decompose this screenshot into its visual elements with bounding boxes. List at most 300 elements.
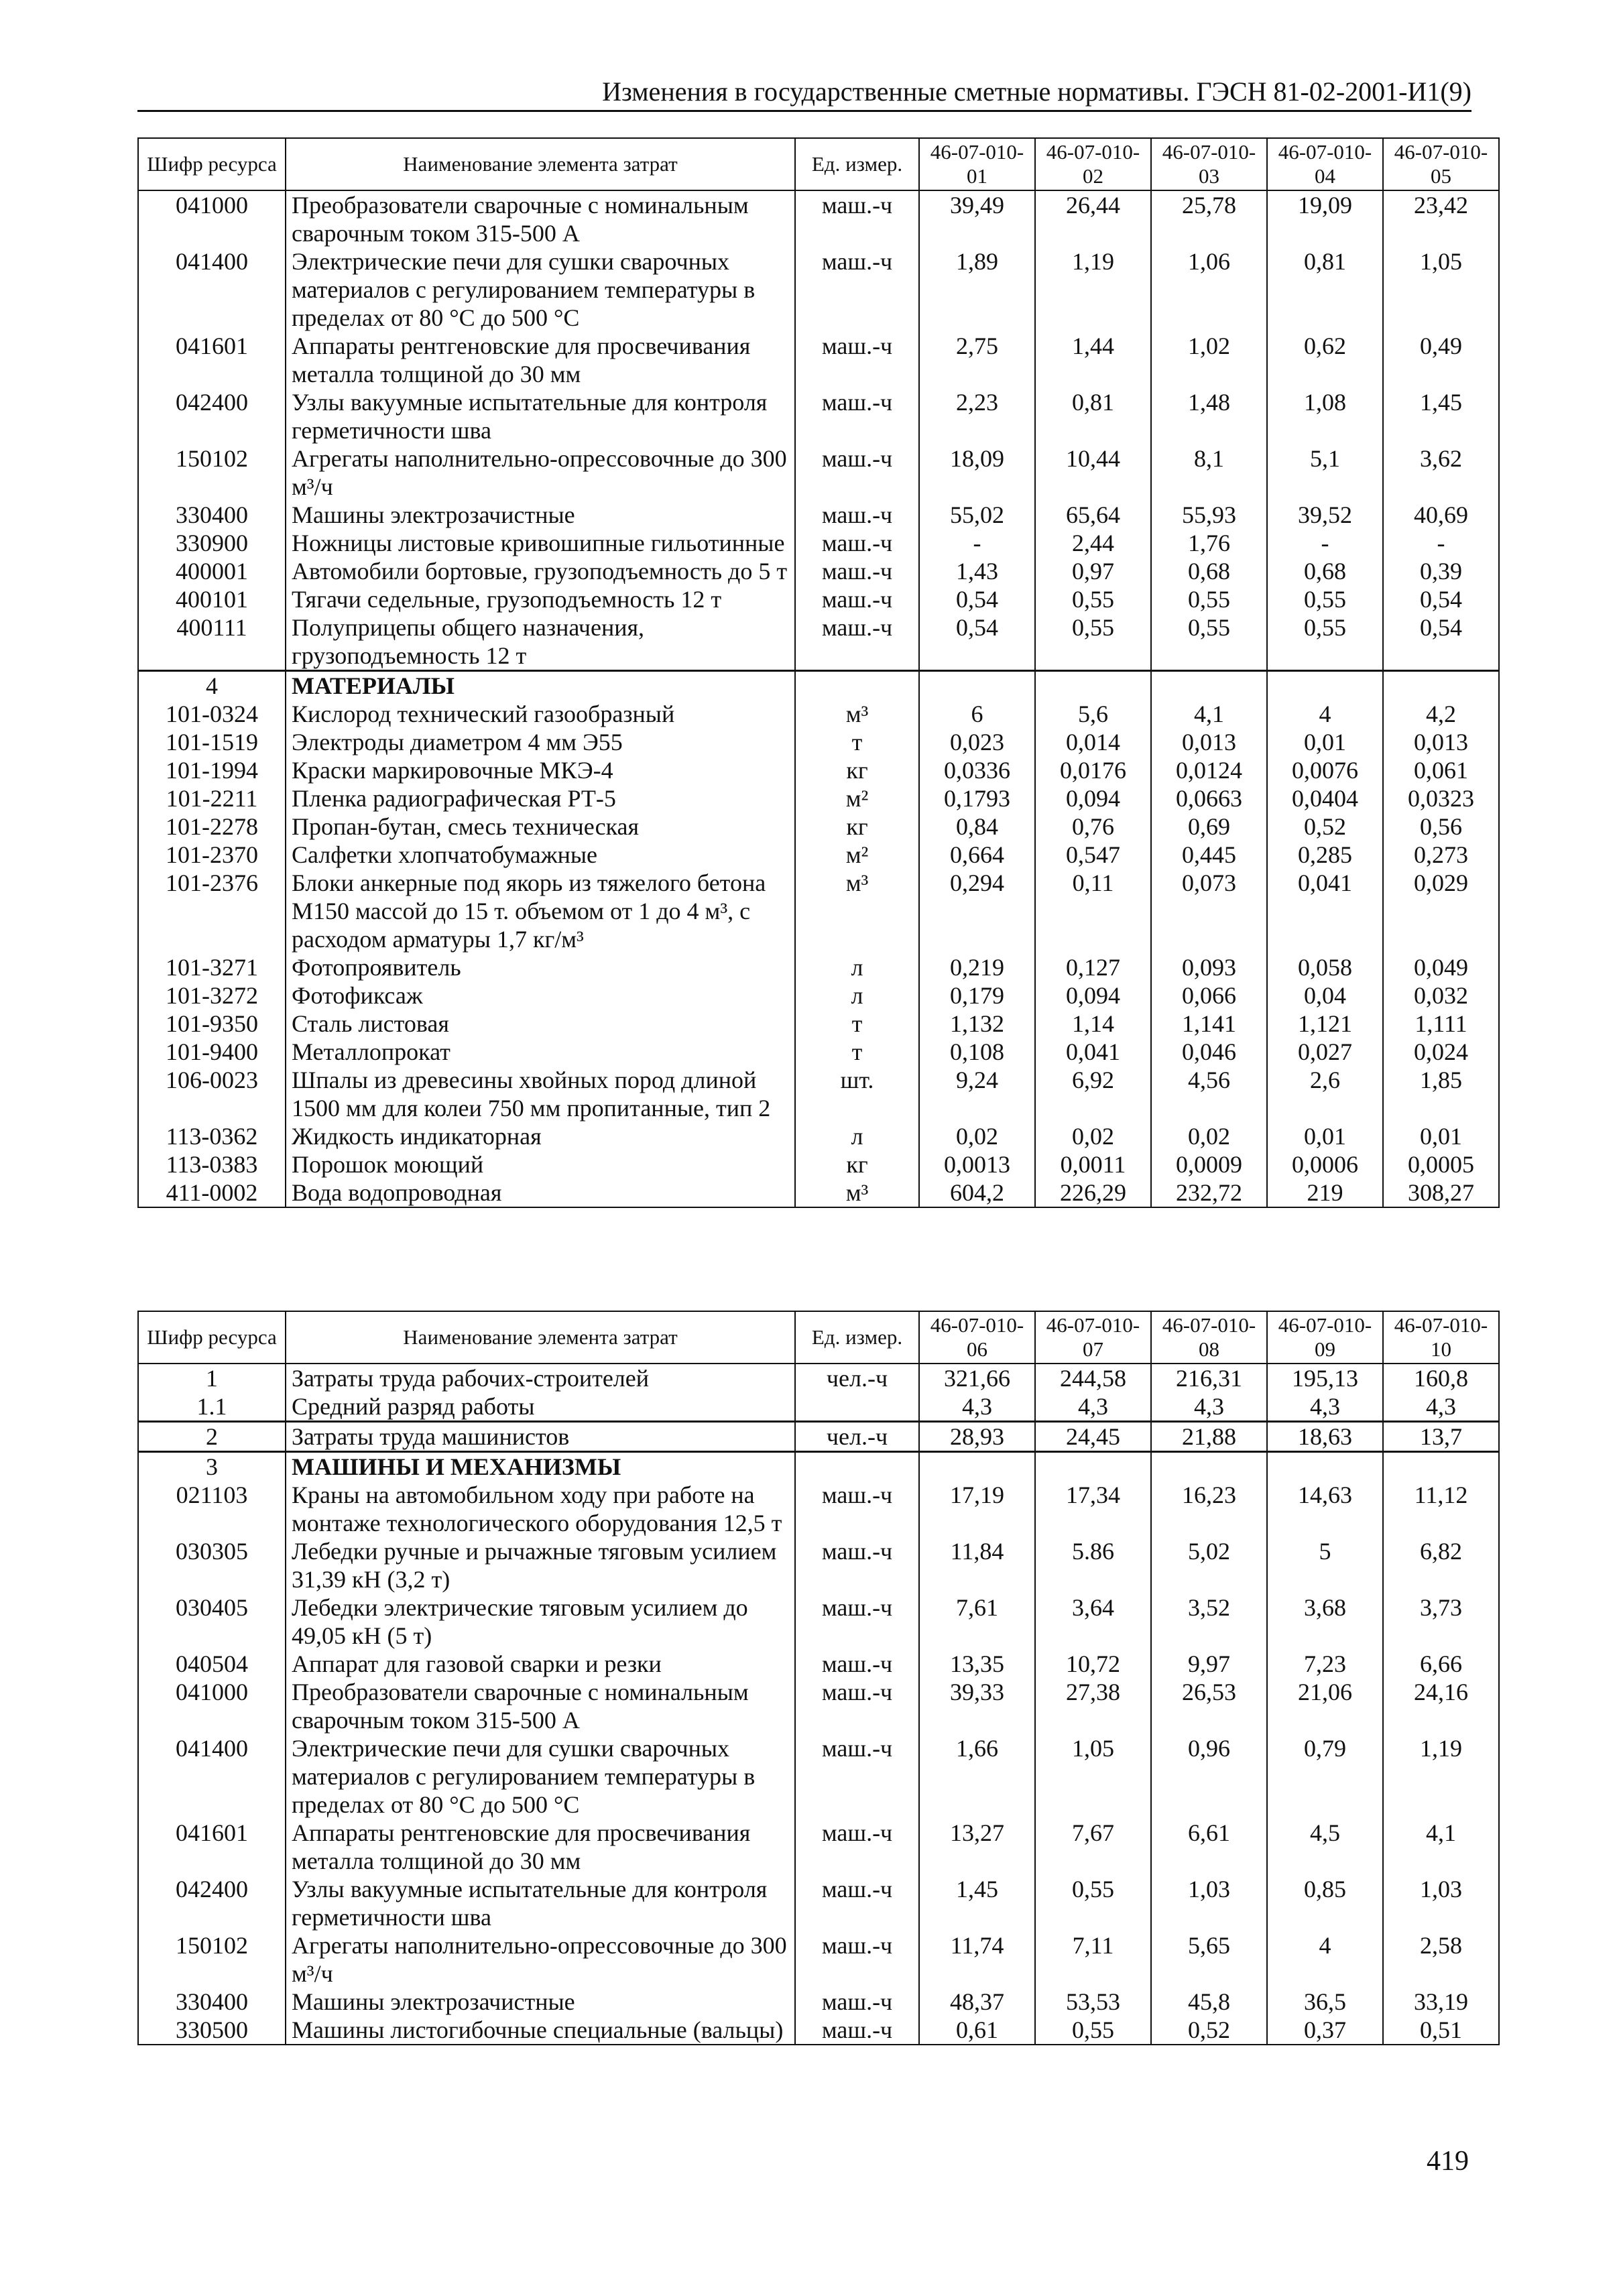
- table-row: [138, 2016, 1499, 2045]
- unit-of-measure: маш.-ч: [795, 1678, 919, 1734]
- resource-code: 101-0324: [138, 700, 286, 728]
- table-row: [138, 1875, 1499, 1931]
- norm-value: 5: [1267, 1537, 1383, 1593]
- norm-value: [1267, 671, 1383, 701]
- norm-value: 17,19: [919, 1481, 1035, 1537]
- table-row: [138, 501, 1499, 529]
- table-row: [138, 1650, 1499, 1678]
- norm-value: 0,68: [1267, 557, 1383, 585]
- norm-value: [1151, 1452, 1267, 1482]
- unit-of-measure: кг: [795, 1150, 919, 1179]
- norm-value: 1,08: [1267, 388, 1383, 444]
- norm-value: 4,3: [1035, 1392, 1151, 1422]
- resource-code: 030405: [138, 1593, 286, 1650]
- col-header: Наименование элемента затрат: [286, 1311, 795, 1364]
- cost-element-name: Аппарат для газовой сварки и резки: [286, 1650, 795, 1678]
- unit-of-measure: л: [795, 981, 919, 1010]
- norm-value: 1,02: [1151, 332, 1267, 388]
- norm-value: 1,141: [1151, 1010, 1267, 1038]
- norm-value: 0,0663: [1151, 784, 1267, 812]
- norm-value: 0,0009: [1151, 1150, 1267, 1179]
- norm-value: 27,38: [1035, 1678, 1151, 1734]
- norm-value: 21,88: [1151, 1422, 1267, 1452]
- norm-value: 0,54: [1383, 585, 1499, 613]
- norm-value: 0,55: [1035, 2016, 1151, 2045]
- unit-of-measure: маш.-ч: [795, 247, 919, 332]
- norm-value: 40,69: [1383, 501, 1499, 529]
- norm-value: 6,66: [1383, 1650, 1499, 1678]
- norm-value: 4,2: [1383, 700, 1499, 728]
- norm-value: 0,55: [1035, 585, 1151, 613]
- norm-value: 7,23: [1267, 1650, 1383, 1678]
- col-header: Шифр ресурса: [138, 138, 286, 190]
- resource-code: 041601: [138, 332, 286, 388]
- cost-element-name: Блоки анкерные под якорь из тяжелого бетона М150 массой до 15 т. объемом от 1 до 4 м³, с расходом арматуры 1,7 кг/м³: [286, 869, 795, 953]
- cost-element-name: Электроды диаметром 4 мм Э55: [286, 728, 795, 756]
- col-header: Ед. измер.: [795, 138, 919, 190]
- resource-code: 101-3272: [138, 981, 286, 1010]
- norm-value: 1,14: [1035, 1010, 1151, 1038]
- norm-value: 39,33: [919, 1678, 1035, 1734]
- norm-value: 160,8: [1383, 1364, 1499, 1392]
- norm-value: 0,52: [1267, 812, 1383, 841]
- unit-of-measure: кг: [795, 756, 919, 784]
- norm-value: 0,84: [919, 812, 1035, 841]
- norm-value: 1,121: [1267, 1010, 1383, 1038]
- norm-value: 0,61: [919, 2016, 1035, 2045]
- table-row: [138, 1988, 1499, 2016]
- norm-value: -: [1267, 529, 1383, 557]
- norm-value: 0,0124: [1151, 756, 1267, 784]
- cost-element-name: МАТЕРИАЛЫ: [286, 671, 795, 701]
- norm-value: 0,041: [1267, 869, 1383, 953]
- table-row: [138, 585, 1499, 613]
- norm-value: 2,44: [1035, 529, 1151, 557]
- norm-value: -: [1383, 529, 1499, 557]
- norm-value: 0,547: [1035, 841, 1151, 869]
- norm-value: 8,1: [1151, 444, 1267, 501]
- norm-value: 55,02: [919, 501, 1035, 529]
- cost-element-name: Аппараты рентгеновские для просвечивания металла толщиной до 30 мм: [286, 1819, 795, 1875]
- norm-value: 0,81: [1267, 247, 1383, 332]
- norm-value: 48,37: [919, 1988, 1035, 2016]
- norm-value: 39,52: [1267, 501, 1383, 529]
- col-header: 46-07-010-01: [919, 138, 1035, 190]
- table-row: [138, 953, 1499, 981]
- norm-value: 1,48: [1151, 388, 1267, 444]
- norm-value: 17,34: [1035, 1481, 1151, 1537]
- table-row: [138, 1452, 1499, 1482]
- norm-value: 1,66: [919, 1734, 1035, 1819]
- cost-element-name: Электрические печи для сушки сварочных материалов с регулированием температуры в пределах от 80 °С до 500 °С: [286, 247, 795, 332]
- norm-value: 0,058: [1267, 953, 1383, 981]
- norm-value: 0,445: [1151, 841, 1267, 869]
- norm-value: 24,45: [1035, 1422, 1151, 1452]
- norm-value: 1,05: [1383, 247, 1499, 332]
- norm-value: 0,294: [919, 869, 1035, 953]
- resource-code: 330500: [138, 2016, 286, 2045]
- resource-code: 330400: [138, 501, 286, 529]
- norm-value: 0,013: [1151, 728, 1267, 756]
- resource-code: 101-1519: [138, 728, 286, 756]
- col-header: Ед. измер.: [795, 1311, 919, 1364]
- norm-value: 219: [1267, 1179, 1383, 1207]
- norm-value: 0,179: [919, 981, 1035, 1010]
- norm-value: 11,12: [1383, 1481, 1499, 1537]
- cost-element-name: Пленка радиографическая РТ-5: [286, 784, 795, 812]
- cost-element-name: Лебедки ручные и рычажные тяговым усилием 31,39 кН (3,2 т): [286, 1537, 795, 1593]
- cost-element-name: Жидкость индикаторная: [286, 1122, 795, 1150]
- resource-code: 041400: [138, 1734, 286, 1819]
- norm-value: 0,37: [1267, 2016, 1383, 2045]
- cost-element-name: Узлы вакуумные испытательные для контроля герметичности шва: [286, 388, 795, 444]
- norm-value: 0,55: [1151, 585, 1267, 613]
- cost-element-name: Агрегаты наполнительно-опрессовочные до 300 м³/ч: [286, 1931, 795, 1988]
- cost-element-name: Металлопрокат: [286, 1038, 795, 1066]
- unit-of-measure: маш.-ч: [795, 190, 919, 247]
- table-row: [138, 671, 1499, 701]
- cost-element-name: Машины электрозачистные: [286, 1988, 795, 2016]
- norm-value: 0,39: [1383, 557, 1499, 585]
- table-row: [138, 1010, 1499, 1038]
- norm-value: 2,6: [1267, 1066, 1383, 1122]
- norm-value: 0,49: [1383, 332, 1499, 388]
- norm-value: 65,64: [1035, 501, 1151, 529]
- col-header: 46-07-010-04: [1267, 138, 1383, 190]
- unit-of-measure: [795, 1392, 919, 1422]
- table-row: [138, 1392, 1499, 1422]
- resource-code: 400101: [138, 585, 286, 613]
- norm-value: 23,42: [1383, 190, 1499, 247]
- resource-code: 113-0362: [138, 1122, 286, 1150]
- norm-value: 0,273: [1383, 841, 1499, 869]
- norm-value: 4: [1267, 1931, 1383, 1988]
- norm-value: 55,93: [1151, 501, 1267, 529]
- unit-of-measure: маш.-ч: [795, 1931, 919, 1988]
- norm-value: 1,45: [919, 1875, 1035, 1931]
- norm-value: 0,219: [919, 953, 1035, 981]
- norm-value: 0,027: [1267, 1038, 1383, 1066]
- norm-value: 0,11: [1035, 869, 1151, 953]
- cost-element-name: Пропан-бутан, смесь техническая: [286, 812, 795, 841]
- resource-code: 106-0023: [138, 1066, 286, 1122]
- unit-of-measure: маш.-ч: [795, 1875, 919, 1931]
- norm-value: 0,62: [1267, 332, 1383, 388]
- table-row: [138, 1179, 1499, 1207]
- cost-element-name: Кислород технический газообразный: [286, 700, 795, 728]
- unit-of-measure: маш.-ч: [795, 332, 919, 388]
- col-header: 46-07-010-07: [1035, 1311, 1151, 1364]
- col-header: 46-07-010-08: [1151, 1311, 1267, 1364]
- norm-value: 0,0011: [1035, 1150, 1151, 1179]
- norm-value: 0,54: [1383, 613, 1499, 671]
- resource-code: 400111: [138, 613, 286, 671]
- resource-code: 042400: [138, 388, 286, 444]
- resource-code: 400001: [138, 557, 286, 585]
- table-row: [138, 812, 1499, 841]
- norm-value: 6,92: [1035, 1066, 1151, 1122]
- cost-element-name: Машины электрозачистные: [286, 501, 795, 529]
- resource-code: 113-0383: [138, 1150, 286, 1179]
- table-row: [138, 557, 1499, 585]
- unit-of-measure: чел.-ч: [795, 1364, 919, 1392]
- cost-element-name: Агрегаты наполнительно-опрессовочные до 300 м³/ч: [286, 444, 795, 501]
- cost-element-name: Фотопроявитель: [286, 953, 795, 981]
- norm-value: 0,68: [1151, 557, 1267, 585]
- norm-value: 0,0013: [919, 1150, 1035, 1179]
- resource-code: 030305: [138, 1537, 286, 1593]
- norm-value: 21,06: [1267, 1678, 1383, 1734]
- table-row: [138, 613, 1499, 671]
- norm-value: 232,72: [1151, 1179, 1267, 1207]
- cost-element-name: Затраты труда машинистов: [286, 1422, 795, 1452]
- norm-value: 0,029: [1383, 869, 1499, 953]
- unit-of-measure: м³: [795, 700, 919, 728]
- norm-value: 16,23: [1151, 1481, 1267, 1537]
- norm-value: 33,19: [1383, 1988, 1499, 2016]
- norm-value: 0,85: [1267, 1875, 1383, 1931]
- norm-value: 0,0176: [1035, 756, 1151, 784]
- unit-of-measure: маш.-ч: [795, 1650, 919, 1678]
- cost-element-name: Тягачи седельные, грузоподъемность 12 т: [286, 585, 795, 613]
- norm-value: 1,03: [1383, 1875, 1499, 1931]
- unit-of-measure: маш.-ч: [795, 2016, 919, 2045]
- page-number: 419: [1427, 2146, 1469, 2177]
- norm-value: 18,09: [919, 444, 1035, 501]
- norm-value: 2,58: [1383, 1931, 1499, 1988]
- cost-element-name: Аппараты рентгеновские для просвечивания металла толщиной до 30 мм: [286, 332, 795, 388]
- norm-value: 45,8: [1151, 1988, 1267, 2016]
- norm-value: 0,094: [1035, 784, 1151, 812]
- norm-value: 0,97: [1035, 557, 1151, 585]
- cost-element-name: Машины листогибочные специальные (вальцы): [286, 2016, 795, 2045]
- norms-table-1: [137, 137, 1500, 1208]
- norm-value: 0,02: [919, 1122, 1035, 1150]
- norm-value: 1,06: [1151, 247, 1267, 332]
- unit-of-measure: маш.-ч: [795, 1988, 919, 2016]
- resource-code: 330400: [138, 1988, 286, 2016]
- norm-value: [1383, 1452, 1499, 1482]
- norm-value: 6: [919, 700, 1035, 728]
- resource-code: 101-2376: [138, 869, 286, 953]
- norm-value: 7,67: [1035, 1819, 1151, 1875]
- norm-value: 0,0336: [919, 756, 1035, 784]
- norm-value: 0,02: [1035, 1122, 1151, 1150]
- norm-value: 3,73: [1383, 1593, 1499, 1650]
- norm-value: 0,55: [1151, 613, 1267, 671]
- norm-value: 3,64: [1035, 1593, 1151, 1650]
- norms-table-2: [137, 1311, 1500, 2045]
- norm-value: 5,02: [1151, 1537, 1267, 1593]
- col-header: Шифр ресурса: [138, 1311, 286, 1364]
- norm-value: 4,1: [1151, 700, 1267, 728]
- cost-element-name: Преобразователи сварочные с номинальным сварочным током 315-500 А: [286, 190, 795, 247]
- norm-value: 0,55: [1035, 613, 1151, 671]
- norm-value: 0,96: [1151, 1734, 1267, 1819]
- norm-value: 0,049: [1383, 953, 1499, 981]
- resource-code: 040504: [138, 1650, 286, 1678]
- unit-of-measure: маш.-ч: [795, 557, 919, 585]
- unit-of-measure: маш.-ч: [795, 501, 919, 529]
- norm-value: 11,74: [919, 1931, 1035, 1988]
- norm-value: 13,7: [1383, 1422, 1499, 1452]
- unit-of-measure: маш.-ч: [795, 444, 919, 501]
- norm-value: 0,014: [1035, 728, 1151, 756]
- resource-code: 4: [138, 671, 286, 701]
- norm-value: 244,58: [1035, 1364, 1151, 1392]
- norm-value: 195,13: [1267, 1364, 1383, 1392]
- table-row: [138, 1038, 1499, 1066]
- norm-value: 0,04: [1267, 981, 1383, 1010]
- table-row: [138, 332, 1499, 388]
- table-header-row: [138, 1311, 1499, 1364]
- norm-value: 26,53: [1151, 1678, 1267, 1734]
- norm-value: 1,19: [1383, 1734, 1499, 1819]
- resource-code: 1: [138, 1364, 286, 1392]
- norm-value: 216,31: [1151, 1364, 1267, 1392]
- resource-code: 041400: [138, 247, 286, 332]
- norm-value: 4: [1267, 700, 1383, 728]
- norm-value: 4,3: [1267, 1392, 1383, 1422]
- norm-value: 4,3: [1151, 1392, 1267, 1422]
- norm-value: 26,44: [1035, 190, 1151, 247]
- resource-code: 1.1: [138, 1392, 286, 1422]
- cost-element-name: Шпалы из древесины хвойных пород длиной 1500 мм для колеи 750 мм пропитанные, тип 2: [286, 1066, 795, 1122]
- norm-value: 0,0076: [1267, 756, 1383, 784]
- norm-value: 0,02: [1151, 1122, 1267, 1150]
- resource-code: 150102: [138, 1931, 286, 1988]
- table-header-row: [138, 138, 1499, 190]
- resource-code: 042400: [138, 1875, 286, 1931]
- norm-value: 0,061: [1383, 756, 1499, 784]
- norm-value: 18,63: [1267, 1422, 1383, 1452]
- norm-value: 2,23: [919, 388, 1035, 444]
- unit-of-measure: маш.-ч: [795, 585, 919, 613]
- cost-element-name: Автомобили бортовые, грузоподъемность до 5 т: [286, 557, 795, 585]
- resource-code: 101-1994: [138, 756, 286, 784]
- col-header: 46-07-010-03: [1151, 138, 1267, 190]
- unit-of-measure: [795, 671, 919, 701]
- table-row: [138, 1537, 1499, 1593]
- cost-element-name: Сталь листовая: [286, 1010, 795, 1038]
- unit-of-measure: шт.: [795, 1066, 919, 1122]
- table-row: [138, 869, 1499, 953]
- norm-value: 9,97: [1151, 1650, 1267, 1678]
- norm-value: 0,073: [1151, 869, 1267, 953]
- table-row: [138, 1150, 1499, 1179]
- unit-of-measure: маш.-ч: [795, 529, 919, 557]
- norm-value: 28,93: [919, 1422, 1035, 1452]
- table-row: [138, 1678, 1499, 1734]
- resource-code: 3: [138, 1452, 286, 1482]
- unit-of-measure: чел.-ч: [795, 1422, 919, 1452]
- norm-value: 3,68: [1267, 1593, 1383, 1650]
- norm-value: 0,664: [919, 841, 1035, 869]
- norm-value: 0,56: [1383, 812, 1499, 841]
- table-row: [138, 1593, 1499, 1650]
- resource-code: 021103: [138, 1481, 286, 1537]
- col-header: 46-07-010-05: [1383, 138, 1499, 190]
- norm-value: 25,78: [1151, 190, 1267, 247]
- resource-code: 041000: [138, 1678, 286, 1734]
- norm-value: 0,093: [1151, 953, 1267, 981]
- resource-code: 101-9400: [138, 1038, 286, 1066]
- norm-value: 4,3: [1383, 1392, 1499, 1422]
- norm-value: 13,35: [919, 1650, 1035, 1678]
- norm-value: 0,54: [919, 585, 1035, 613]
- table-row: [138, 444, 1499, 501]
- table-row: [138, 1066, 1499, 1122]
- cost-element-name: Лебедки электрические тяговым усилием до 49,05 кН (5 т): [286, 1593, 795, 1650]
- norm-value: 3,62: [1383, 444, 1499, 501]
- norm-value: 39,49: [919, 190, 1035, 247]
- norm-value: 5,1: [1267, 444, 1383, 501]
- unit-of-measure: маш.-ч: [795, 1593, 919, 1650]
- norm-value: 5,65: [1151, 1931, 1267, 1988]
- norm-value: 1,44: [1035, 332, 1151, 388]
- cost-element-name: Порошок моющий: [286, 1150, 795, 1179]
- norm-value: 0,023: [919, 728, 1035, 756]
- cost-element-name: Электрические печи для сушки сварочных материалов с регулированием температуры в пределах от 80 °С до 500 °С: [286, 1734, 795, 1819]
- norm-value: 0,79: [1267, 1734, 1383, 1819]
- table-row: [138, 784, 1499, 812]
- cost-element-name: Ножницы листовые кривошипные гильотинные: [286, 529, 795, 557]
- unit-of-measure: л: [795, 1122, 919, 1150]
- norm-value: 0,285: [1267, 841, 1383, 869]
- norm-value: 13,27: [919, 1819, 1035, 1875]
- norm-value: 1,45: [1383, 388, 1499, 444]
- norm-value: 0,066: [1151, 981, 1267, 1010]
- norm-value: [919, 1452, 1035, 1482]
- unit-of-measure: маш.-ч: [795, 1481, 919, 1537]
- table-row: [138, 1931, 1499, 1988]
- norm-value: 1,132: [919, 1010, 1035, 1038]
- table-row: [138, 1364, 1499, 1392]
- norm-value: 6,61: [1151, 1819, 1267, 1875]
- norm-value: 10,72: [1035, 1650, 1151, 1678]
- unit-of-measure: маш.-ч: [795, 613, 919, 671]
- norm-value: 6,82: [1383, 1537, 1499, 1593]
- norm-value: 2,75: [919, 332, 1035, 388]
- table-row: [138, 728, 1499, 756]
- col-header: 46-07-010-02: [1035, 138, 1151, 190]
- norm-value: 24,16: [1383, 1678, 1499, 1734]
- cost-element-name: Краны на автомобильном ходу при работе на монтаже технологического оборудования 12,5 т: [286, 1481, 795, 1537]
- cost-element-name: Средний разряд работы: [286, 1392, 795, 1422]
- resource-code: 101-9350: [138, 1010, 286, 1038]
- cost-element-name: Краски маркировочные МКЭ-4: [286, 756, 795, 784]
- unit-of-measure: м³: [795, 1179, 919, 1207]
- table-row: [138, 1734, 1499, 1819]
- table-row: [138, 1819, 1499, 1875]
- norm-value: 321,66: [919, 1364, 1035, 1392]
- norm-value: [1035, 671, 1151, 701]
- norm-value: 0,01: [1267, 728, 1383, 756]
- norm-value: 0,0006: [1267, 1150, 1383, 1179]
- norm-value: [1035, 1452, 1151, 1482]
- norm-value: 0,0005: [1383, 1150, 1499, 1179]
- norm-value: 0,51: [1383, 2016, 1499, 2045]
- table-row: [138, 1422, 1499, 1452]
- norm-value: 0,046: [1151, 1038, 1267, 1066]
- norm-value: [1151, 671, 1267, 701]
- unit-of-measure: м²: [795, 841, 919, 869]
- norm-value: 0,55: [1035, 1875, 1151, 1931]
- cost-element-name: Полуприцепы общего назначения, грузоподъемность 12 т: [286, 613, 795, 671]
- unit-of-measure: т: [795, 1038, 919, 1066]
- resource-code: 330900: [138, 529, 286, 557]
- table-row: [138, 388, 1499, 444]
